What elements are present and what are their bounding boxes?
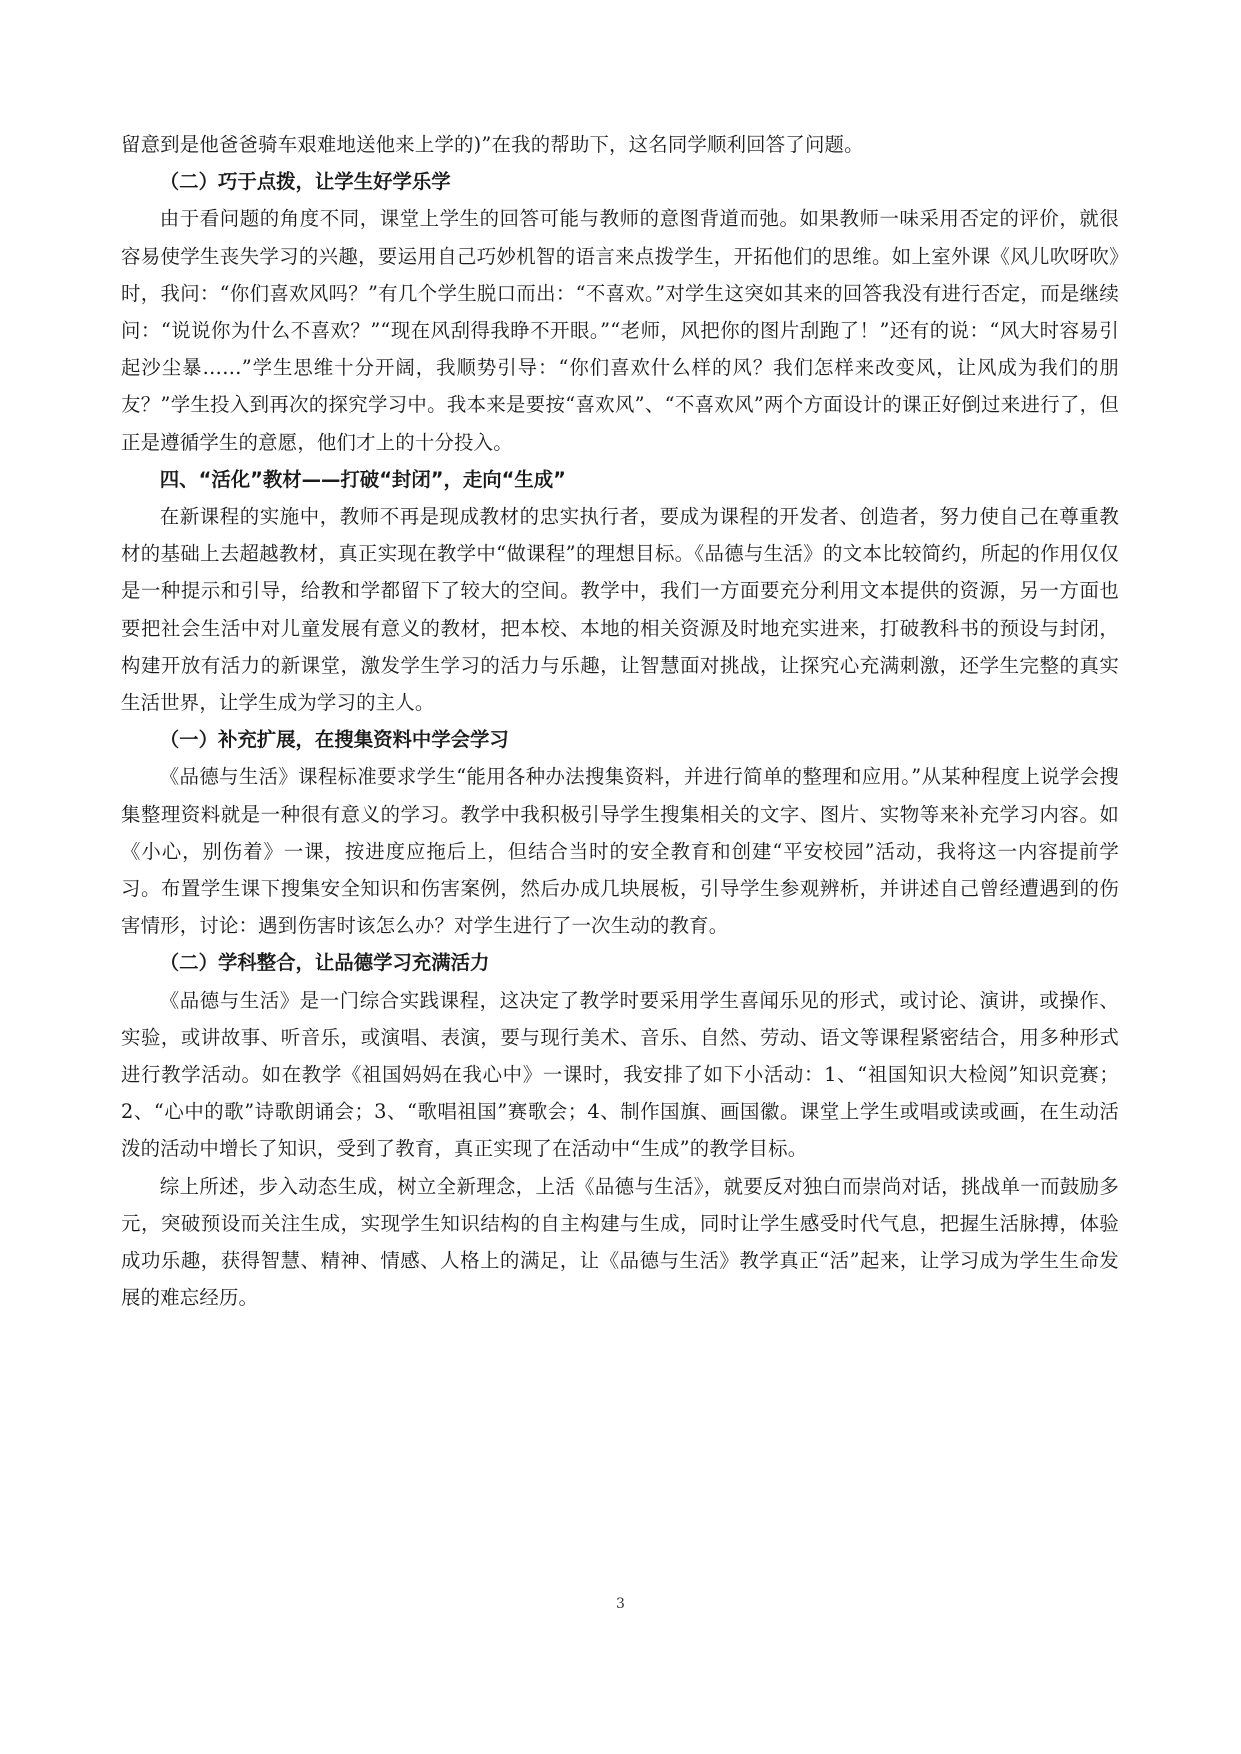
- section-heading-integration: （二）学科整合，让品德学习充满活力: [159, 951, 490, 975]
- section-heading-supplement: （一）补充扩展，在搜集资料中学会学习: [159, 728, 509, 752]
- document-body: [121, 126, 1119, 1317]
- page-number: 3: [616, 1596, 625, 1612]
- paragraph-continuation: 留意到是他爸爸骑车艰难地送他来上学的)”在我的帮助下，这名同学顺利回答了问题。: [121, 133, 864, 156]
- chapter-heading-four: 四、“活化”教材——打破“封闭”，走向“生成”: [159, 467, 566, 491]
- paragraph-guidance: 由于看问题的角度不同，课堂上学生的回答可能与教师的意图背道而弛。如果教师一味采用否定的评价，就很容易使学生丧失学习的兴趣，要运用自己巧妙机智的语言来点拨学生，开拓他们的思维。如上室外课《风儿吹呀吹》时，我问：“你们喜欢风吗？”有几个学生脱口而出：“不喜欢。”对学生这突如其来的回答我没有进行否定，而是继续问：“说说你为什么不喜欢？”“现在风刮得我睁不开眼。”“老师，风把你的图片刮跑了！”还有的说：“风大时容易引起沙尘暴……”学生思维十分开阔，我顺势引导：“你们喜欢什么样的风？我们怎样来改变风，让风成为我们的朋友？”学生投入到再次的探究学习中。我本来是要按“喜欢风”、“不喜欢风”两个方面设计的课正好倒过来进行了，但正是遵循学生的意愿，他们才上的十分投入。: [121, 207, 1119, 454]
- section-heading-guidance: （二）巧于点拨，让学生好学乐学: [159, 170, 451, 194]
- paragraph-integration: 《品德与生活》是一门综合实践课程，这决定了教学时要采用学生喜闻乐见的形式，或讨论、演讲，或操作、实验，或讲故事、听音乐，或演唱、表演，要与现行美术、音乐、自然、劳动、语文等课程紧密结合，用多种形式进行教学活动。如在教学《祖国妈妈在我心中》一课时，我安排了如下小活动：1、“祖国知识大检阅”知识竞赛；2、“心中的歌”诗歌朗诵会；3、“歌唱祖国”赛歌会；4、制作国旗、画国徽。课堂上学生或唱或读或画，在生动活泼的活动中增长了知识，受到了教育，真正实现了在活动中“生成”的教学目标。: [121, 988, 1119, 1161]
- paragraph-supplement: 《品德与生活》课程标准要求学生“能用各种办法搜集资料，并进行简单的整理和应用。”从某种程度上说学会搜集整理资料就是一种很有意义的学习。教学中我积极引导学生搜集相关的文字、图片、实物等来补充学习内容。如《小心，别伤着》一课，按进度应拖后上，但结合当时的安全教育和创建“平安校园”活动，我将这一内容提前学习。布置学生课下搜集安全知识和伤害案例，然后办成几块展板，引导学生参观辨析，并讲述自己曾经遭遇到的伤害情形，讨论：遇到伤害时该怎么办？对学生进行了一次生动的教育。: [121, 765, 1119, 938]
- paragraph-textbook: 在新课程的实施中，教师不再是现成教材的忠实执行者，要成为课程的开发者、创造者，努力使自己在尊重教材的基础上去超越教材，真正实现在教学中“做课程”的理想目标。《品德与生活》的文本比较简约，所起的作用仅仅是一种提示和引导，给教和学都留下了较大的空间。教学中，我们一方面要充分利用文本提供的资源，另一方面也要把社会生活中对儿童发展有意义的教材，把本校、本地的相关资源及时地充实进来，打破教科书的预设与封闭，构建开放有活力的新课堂，激发学生学习的活力与乐趣，让智慧面对挑战，让探究心充满刺激，还学生完整的真实生活世界，让学生成为学习的主人。: [121, 505, 1119, 715]
- paragraph-conclusion: 综上所述，步入动态生成，树立全新理念，上活《品德与生活》，就要反对独白而崇尚对话，挑战单一而鼓励多元，突破预设而关注生成，实现学生知识结构的自主构建与生成，同时让学生感受时代气息，把握生活脉搏，体验成功乐趣，获得智慧、精神、情感、人格上的满足，让《品德与生活》教学真正“活”起来，让学习成为学生生命发展的难忘经历。: [121, 1174, 1119, 1310]
